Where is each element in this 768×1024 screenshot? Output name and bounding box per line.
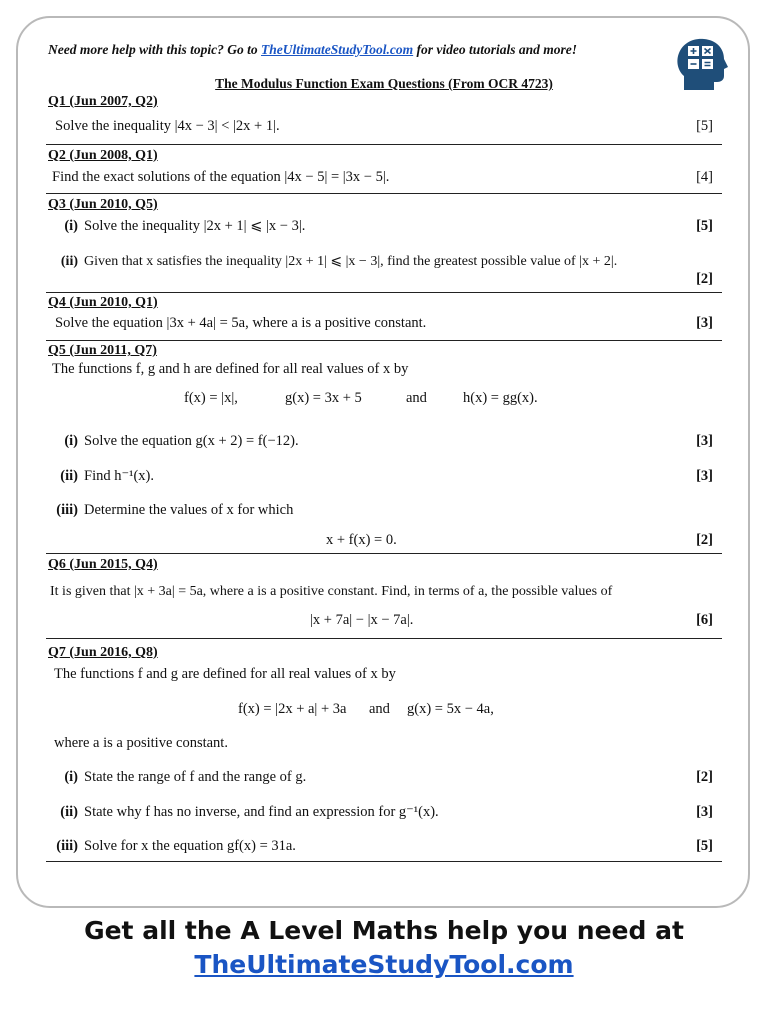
q5-and: and — [406, 390, 427, 406]
q1-marks: [5] — [696, 118, 713, 134]
part-label: (ii) — [60, 254, 78, 269]
q7-f-definition: f(x) = |2x + a| + 3a — [238, 701, 347, 717]
footer-promo: Get all the A Level Maths help you need at — [84, 916, 684, 945]
q1-heading: Q1 (Jun 2007, Q2) — [48, 94, 158, 109]
q5-f-definition: f(x) = |x|, — [184, 390, 238, 406]
footer-link[interactable]: TheUltimateStudyTool.com — [194, 950, 574, 979]
tagline-link[interactable]: TheUltimateStudyTool.com — [261, 42, 414, 57]
q7-part-iii-marks: [5] — [696, 838, 713, 854]
q5-part-iii — [48, 502, 293, 519]
q3-heading: Q3 (Jun 2010, Q5) — [48, 197, 158, 212]
q4-marks: [3] — [696, 315, 713, 331]
q5-part-ii-marks: [3] — [696, 468, 713, 484]
tagline-prefix: Need more help with this topic? Go to — [48, 42, 262, 57]
q5-heading: Q5 (Jun 2011, Q7) — [48, 343, 157, 358]
q5-part-iii-equation: x + f(x) = 0. — [326, 532, 397, 548]
q5-g-definition: g(x) = 3x + 5 — [285, 390, 362, 406]
q6-heading: Q6 (Jun 2015, Q4) — [48, 557, 158, 572]
divider — [46, 638, 722, 639]
q7-part-ii-marks: [3] — [696, 804, 713, 820]
q2-heading: Q2 (Jun 2008, Q1) — [48, 148, 158, 163]
divider — [46, 340, 722, 341]
q5-part-i — [48, 433, 299, 450]
q6-marks: [6] — [696, 612, 713, 628]
q6-expression: |x + 7a| − |x − 7a|. — [310, 612, 414, 628]
q7-part-ii-text: State why f has no inverse, and find an expression for g⁻¹(x). — [84, 804, 439, 820]
q2-text: Find the exact solutions of the equation |4x − 5| = |3x − 5|. — [52, 169, 390, 185]
header-tagline — [48, 42, 577, 58]
q4-text: Solve the equation |3x + 4a| = 5a, where a is a positive constant. — [55, 315, 427, 331]
q7-part-iii — [48, 838, 296, 855]
document-title: The Modulus Function Exam Questions (From OCR 4723) — [215, 76, 553, 91]
q7-part-ii — [48, 804, 439, 821]
part-label: (iii) — [56, 838, 78, 854]
q7-part-iii-text: Solve for x the equation gf(x) = 31a. — [84, 838, 296, 854]
q6-text: It is given that |x + 3a| = 5a, where a is a positive constant. Find, in terms of a, the possible values of — [50, 584, 613, 599]
part-label: (i) — [64, 433, 78, 449]
divider — [46, 292, 722, 293]
q5-part-i-marks: [3] — [696, 433, 713, 449]
part-label: (ii) — [60, 468, 78, 484]
q3-part-ii-text: Given that x satisfies the inequality |2x + 1| ⩽ |x − 3|, find the greatest possible value of |x + 2|. — [84, 254, 618, 269]
q5-part-ii — [48, 468, 154, 485]
q7-intro: The functions f and g are defined for all real values of x by — [54, 666, 396, 682]
q5-h-definition: h(x) = gg(x). — [463, 390, 538, 406]
q5-part-ii-text: Find h⁻¹(x). — [84, 468, 155, 484]
q5-part-iii-marks: [2] — [696, 532, 713, 548]
divider — [46, 193, 722, 194]
q3-part-i-marks: [5] — [696, 218, 713, 234]
part-label: (iii) — [56, 502, 78, 518]
divider — [46, 861, 722, 862]
q4-heading: Q4 (Jun 2010, Q1) — [48, 295, 158, 310]
q3-part-i-text: Solve the inequality |2x + 1| ⩽ |x − 3|. — [84, 218, 306, 234]
q5-part-i-text: Solve the equation g(x + 2) = f(−12). — [84, 433, 299, 449]
q3-part-i — [48, 218, 305, 235]
q5-part-iii-text: Determine the values of x for which — [84, 502, 294, 518]
q7-part-i-marks: [2] — [696, 769, 713, 785]
q7-heading: Q7 (Jun 2016, Q8) — [48, 645, 158, 660]
q3-part-ii — [48, 253, 617, 270]
q7-g-definition: g(x) = 5x − 4a, — [407, 701, 494, 717]
divider — [46, 553, 722, 554]
q7-and: and — [369, 701, 390, 717]
q5-intro: The functions f, g and h are defined for all real values of x by — [52, 361, 409, 377]
q2-marks: [4] — [696, 169, 713, 185]
q7-part-i-text: State the range of f and the range of g. — [84, 769, 307, 785]
q3-part-ii-marks: [2] — [696, 271, 713, 287]
q1-text: Solve the inequality |4x − 3| < |2x + 1|. — [55, 118, 280, 134]
part-label: (ii) — [60, 804, 78, 820]
divider — [46, 144, 722, 145]
q7-part-i — [48, 769, 306, 786]
tagline-suffix: for video tutorials and more! — [413, 42, 578, 57]
part-label: (i) — [64, 218, 78, 234]
part-label: (i) — [64, 769, 78, 785]
q7-where: where a is a positive constant. — [54, 735, 228, 751]
